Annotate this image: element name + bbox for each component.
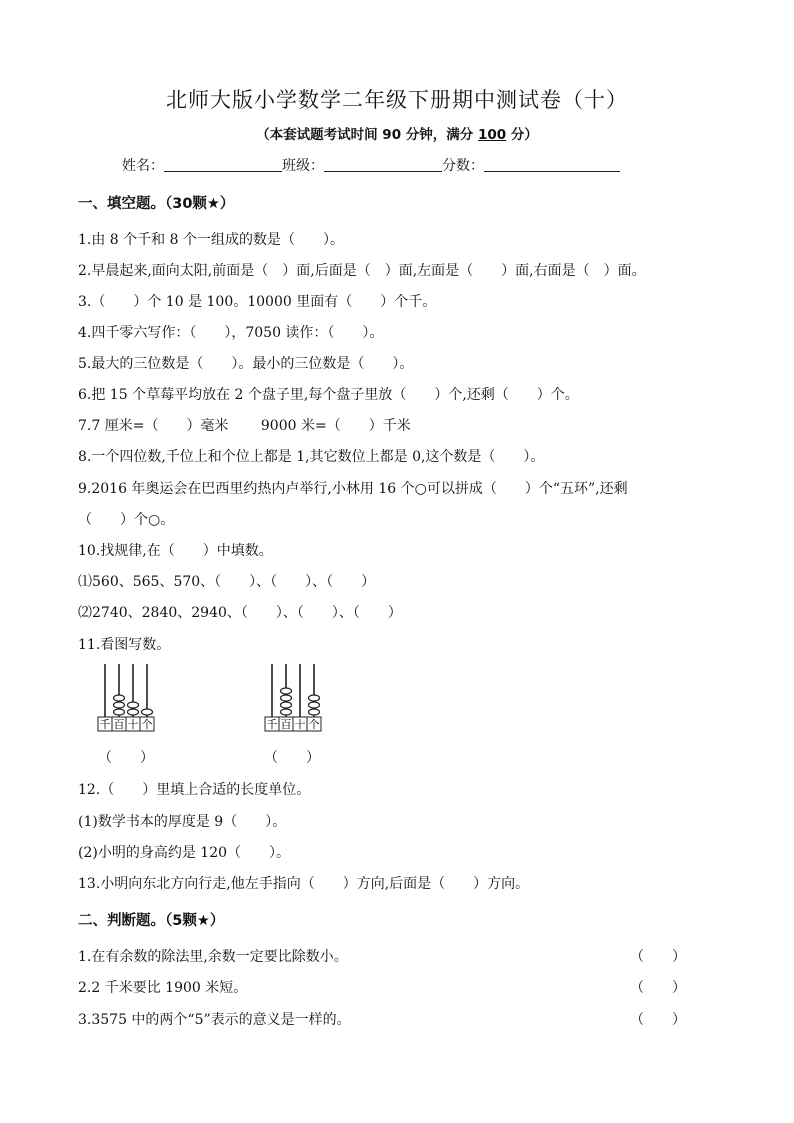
class-blank[interactable]	[324, 157, 442, 172]
abacus-a-bead	[114, 695, 125, 701]
subtitle-suffix: 分）	[506, 127, 538, 143]
judge-1: 1.在有余数的除法里,余数一定要比除数小。	[78, 949, 348, 965]
section1-heading: 一、填空题。（30颗★）	[78, 196, 235, 212]
abacus-b-bead	[309, 695, 320, 701]
abacus-b-bead	[281, 688, 292, 694]
subtitle-prefix: （本套试题考试时间 90 分钟，满分	[256, 127, 478, 143]
question-5: 5.最大的三位数是（ ）。最小的三位数是（ ）。	[78, 356, 414, 372]
exam-subtitle	[0, 123, 794, 143]
abacus-b-bead	[281, 702, 292, 708]
abacus-b-place-label: 百	[280, 718, 292, 731]
judge-1-blank[interactable]: （ ）	[630, 949, 686, 965]
question-12: 12.（ ）里填上合适的长度单位。	[78, 782, 311, 798]
question-3: 3.（ ）个 10 是 100。10000 里面有（ ）个千。	[78, 294, 437, 310]
question-4: 4.四千零六写作：（ ），7050 读作：（ ）。	[78, 325, 384, 341]
question-10: 10.找规律,在（ ）中填数。	[78, 543, 273, 559]
abacus-b-bead	[281, 709, 292, 715]
score-blank[interactable]	[484, 157, 620, 172]
student-info-row	[122, 155, 620, 175]
abacus-a-place-label: 百	[113, 718, 125, 731]
question-2: 2.早晨起来,面向太阳,前面是（ ）面,后面是（ ）面,左面是（ ）面,右面是（ ）面。	[78, 263, 646, 279]
question-1: 1.由 8 个千和 8 个一组成的数是（ ）。	[78, 232, 344, 248]
abacus-a-place-label: 千	[99, 718, 111, 731]
class-label: 班级：	[282, 158, 324, 174]
abacus-b-bead	[309, 702, 320, 708]
question-12-part2: (2)小明的身高约是 120（ ）。	[78, 845, 291, 861]
page-title: 北师大版小学数学二年级下册期中测试卷（十）	[166, 88, 628, 112]
abacus-a-bead	[128, 702, 139, 708]
abacus-a-bead	[142, 709, 153, 715]
abacus-a-answer: （ ）	[98, 750, 154, 766]
question-9-line2: （ ）个○。	[78, 512, 175, 528]
question-7: 7.7 厘米=（ ）毫米 9000 米=（ ）千米	[78, 418, 411, 434]
abacus-a	[94, 660, 158, 735]
question-8: 8.一个四位数,千位上和个位上都是 1,其它数位上都是 0,这个数是（ ）。	[78, 449, 545, 465]
question-10-part1: ⑴560、565、570、（ ）、（ ）、（ ）	[78, 574, 376, 590]
abacus-b-answer: （ ）	[264, 750, 320, 766]
question-10-part2: ⑵2740、2840、2940、（ ）、（ ）、（ ）	[78, 605, 402, 621]
abacus-a-place-label: 个	[141, 718, 153, 731]
question-12-part1: (1)数学书本的厚度是 9（ ）。	[78, 814, 287, 830]
abacus-b	[261, 660, 325, 735]
question-13: 13.小明向东北方向行走,他左手指向（ ）方向,后面是（ ）方向。	[78, 876, 530, 892]
abacus-b-place-label: 千	[266, 718, 278, 731]
score-label: 分数：	[442, 158, 484, 174]
name-label: 姓名：	[122, 158, 164, 174]
abacus-a-bead	[114, 702, 125, 708]
full-score: 100	[478, 127, 507, 143]
section2-heading: 二、判断题。（5颗★）	[78, 913, 225, 929]
judge-3: 3.3575 中的两个“5”表示的意义是一样的。	[78, 1012, 351, 1028]
judge-2: 2.2 千米要比 1900 米短。	[78, 980, 248, 996]
question-6: 6.把 15 个草莓平均放在 2 个盘子里,每个盘子里放（ ）个,还剩（ ）个。	[78, 387, 579, 403]
abacus-b-place-label: 十	[294, 718, 306, 731]
judge-3-blank[interactable]: （ ）	[630, 1012, 686, 1028]
abacus-b-bead	[281, 695, 292, 701]
name-blank[interactable]	[164, 157, 282, 172]
abacus-a-place-label: 十	[127, 718, 139, 731]
abacus-a-bead	[128, 709, 139, 715]
question-9-line1: 9.2016 年奥运会在巴西里约热内卢举行,小林用 16 个○可以拼成（ ）个“五环”,还剩	[78, 481, 628, 497]
abacus-b-bead	[309, 709, 320, 715]
judge-2-blank[interactable]: （ ）	[630, 980, 686, 996]
abacus-b-place-label: 个	[308, 718, 320, 731]
question-11: 11.看图写数。	[78, 637, 171, 653]
abacus-a-bead	[114, 709, 125, 715]
